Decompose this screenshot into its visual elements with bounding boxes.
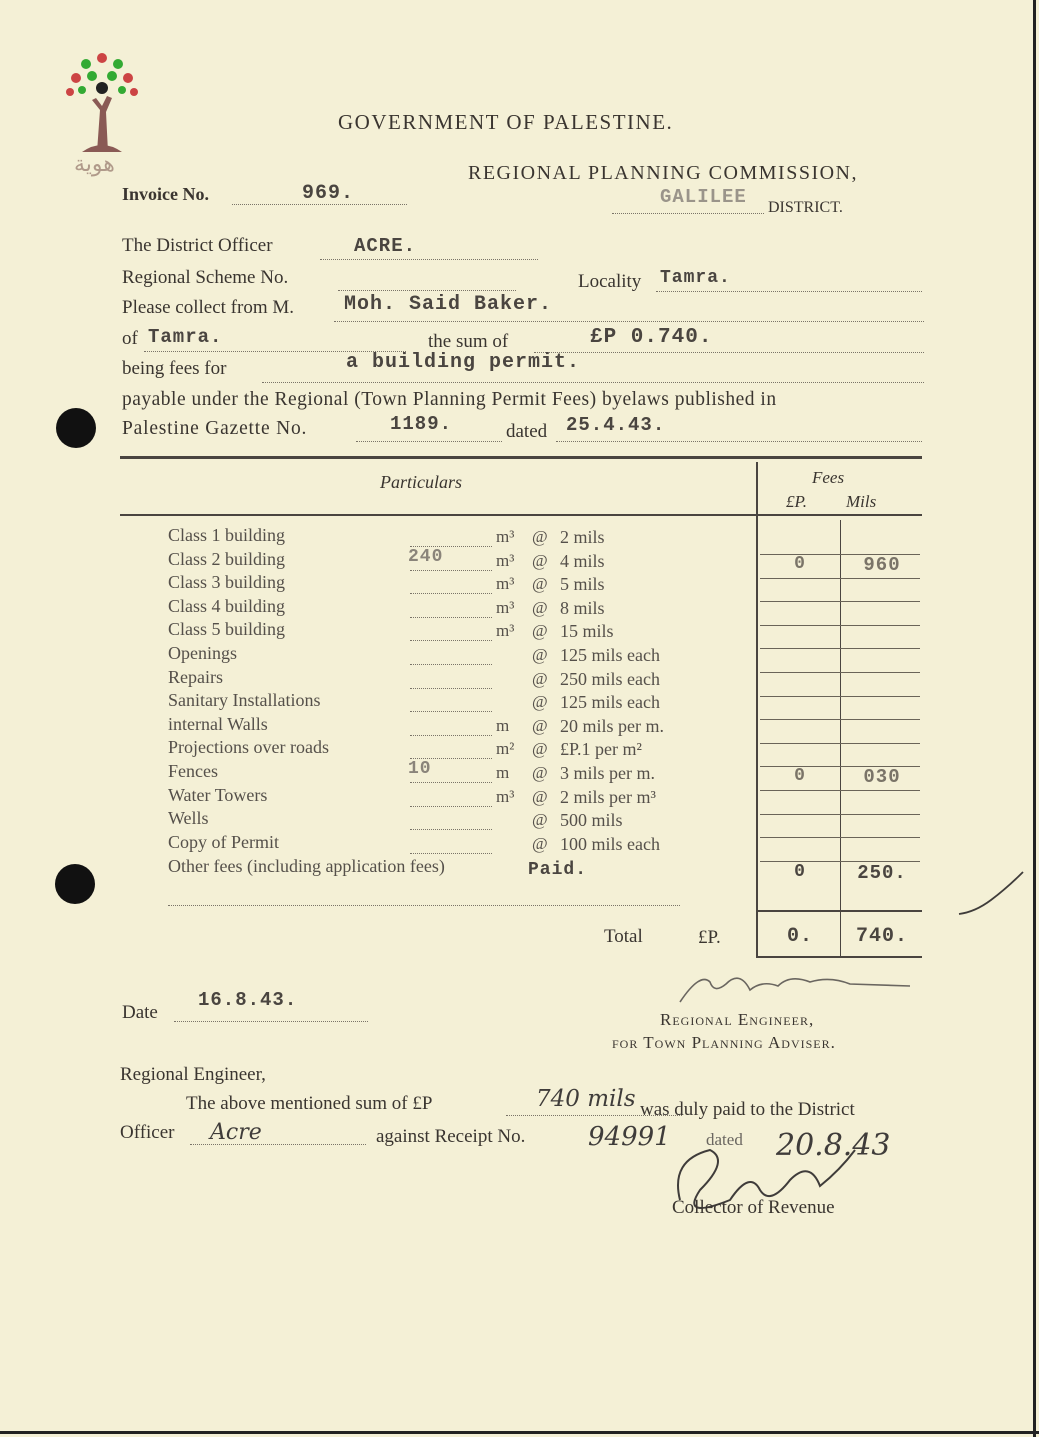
government-heading: GOVERNMENT OF PALESTINE. (338, 110, 674, 134)
total-lp: 0. (786, 925, 813, 948)
other-fees-dots (168, 904, 680, 906)
fee-row-rule (760, 790, 920, 791)
fee-row-rule (760, 648, 920, 649)
of-label: of (122, 328, 138, 349)
row-label: internal Walls (168, 714, 268, 734)
row-rate: 500 mils (560, 810, 623, 830)
row-label: Wells (168, 808, 209, 828)
row-at-sign: @ (532, 739, 548, 758)
row-label: Class 2 building (168, 549, 286, 569)
row-unit: m³ (496, 551, 515, 570)
scheme-label: Regional Scheme No. (122, 267, 289, 288)
row-rate: 4 mils (560, 551, 605, 571)
row-quantity-dots (410, 852, 492, 854)
engineer-signature (670, 962, 920, 1012)
row-quantity: 10 (408, 759, 432, 779)
row-label: Class 4 building (168, 596, 286, 616)
row-at-sign: @ (532, 834, 548, 853)
fees-for-label: being fees for (122, 358, 227, 379)
commission-heading: REGIONAL PLANNING COMMISSION, (468, 162, 858, 184)
row-quantity-dots (410, 687, 492, 689)
fees-header: Fees (812, 468, 845, 487)
total-currency: £P. (698, 927, 721, 948)
row-unit: m³ (496, 598, 515, 617)
check-mark-icon (955, 868, 1027, 920)
logo-arabic-text: هوية (74, 152, 115, 177)
regional-engineer-title: Regional Engineer, (660, 1010, 815, 1029)
receipt-number-label: against Receipt No. (376, 1126, 526, 1147)
collect-from-value: Moh. Said Baker. (344, 293, 553, 316)
row-rate: 2 mils per m³ (560, 787, 656, 807)
other-fees-lp: 0 (794, 862, 806, 882)
punch-hole-top (56, 408, 96, 448)
date-dots (174, 1020, 368, 1022)
row-rate: 125 mils each (560, 692, 660, 712)
gazette-label: Palestine Gazette No. (122, 418, 308, 439)
row-unit: m³ (496, 621, 515, 640)
row-label: Repairs (168, 667, 223, 687)
table-top-rule (120, 456, 922, 459)
receipt-line-end: was duly paid to the District (640, 1099, 855, 1120)
row-quantity-dots (410, 805, 492, 807)
total-label: Total (604, 926, 643, 947)
gazette-no-dots (356, 440, 502, 442)
byelaws-text: payable under the Regional (Town Planning Permit Fees) byelaws published in (122, 389, 777, 410)
receipt-number-handwritten: 94991 (588, 1122, 671, 1152)
row-rate: 2 mils (560, 527, 605, 547)
row-label: Class 5 building (168, 619, 286, 639)
row-label: Class 3 building (168, 572, 286, 592)
fees-inner-divider (840, 520, 841, 958)
district-dots (612, 212, 764, 214)
row-fee-mils: 030 (863, 766, 901, 788)
row-at-sign: @ (532, 645, 548, 664)
receipt-line-start: The above mentioned sum of £P (186, 1093, 433, 1114)
collect-from-dots (334, 320, 924, 322)
row-at-sign: @ (532, 527, 548, 546)
receipt-officer-label: Officer (120, 1122, 175, 1143)
row-quantity: 240 (408, 547, 444, 567)
row-rate: 15 mils (560, 621, 614, 641)
row-label: Water Towers (168, 785, 268, 805)
district-value: GALILEE (660, 186, 747, 208)
fee-row-rule (760, 743, 920, 744)
row-at-sign: @ (532, 716, 548, 735)
fee-row-rule (760, 601, 920, 602)
scan-border-right (1033, 0, 1036, 1437)
row-rate: 125 mils each (560, 645, 660, 665)
invoice-number: 969. (302, 182, 355, 205)
row-at-sign: @ (532, 692, 548, 711)
row-quantity-dots (410, 616, 492, 618)
fee-row-rule (760, 814, 920, 815)
fee-row-rule (760, 719, 920, 720)
receipt-dated-label: dated (706, 1130, 743, 1149)
row-quantity-dots (410, 592, 492, 594)
district-officer-label: The District Officer (122, 235, 273, 256)
fee-row-rule (760, 837, 920, 838)
fee-row-rule (760, 696, 920, 697)
gazette-dated-value: 25.4.43. (566, 414, 666, 436)
particulars-header: Particulars (380, 472, 463, 492)
punch-hole-bottom (55, 864, 95, 904)
row-unit: m³ (496, 527, 515, 546)
receipt-amount-handwritten: 740 mils (536, 1086, 636, 1112)
row-at-sign: @ (532, 669, 548, 688)
row-at-sign: @ (532, 574, 548, 593)
receipt-officer-handwritten: Acre (210, 1120, 262, 1145)
district-label: DISTRICT. (768, 199, 843, 216)
receipt-dated-handwritten: 20.8.43 (776, 1128, 891, 1163)
mils-header: Mils (846, 492, 877, 511)
scheme-dots (338, 289, 516, 291)
receipt-addressee: Regional Engineer, (120, 1064, 266, 1085)
row-quantity-dots (410, 663, 492, 665)
row-quantity-dots (410, 639, 492, 641)
total-mils: 740. (855, 925, 908, 948)
row-quantity-dots (410, 569, 492, 571)
row-label: Class 1 building (168, 525, 286, 545)
row-unit: m² (496, 739, 515, 758)
invoice-label: Invoice No. (122, 184, 209, 204)
collect-from-label: Please collect from M. (122, 297, 295, 318)
row-rate: 5 mils (560, 574, 605, 594)
row-fee-lp: 0 (794, 766, 806, 786)
row-label: Fences (168, 761, 218, 781)
sum-label: the sum of (428, 331, 509, 352)
row-rate: £P.1 per m² (560, 739, 642, 759)
row-at-sign: @ (532, 551, 548, 570)
fee-row-rule (760, 672, 920, 673)
row-label: Sanitary Installations (168, 690, 321, 710)
table-header-rule (120, 514, 922, 516)
row-fee-mils: 960 (863, 554, 901, 576)
row-at-sign: @ (532, 598, 548, 617)
row-rate: 3 mils per m. (560, 763, 655, 783)
of-value: Tamra. (148, 326, 223, 348)
row-fee-lp: 0 (794, 554, 806, 574)
other-fees-value: Paid. (528, 860, 588, 880)
row-at-sign: @ (532, 763, 548, 782)
row-rate: 100 mils each (560, 834, 660, 854)
row-label: Projections over roads (168, 737, 329, 757)
fees-for-value: a building permit. (346, 351, 581, 374)
district-officer-dots (320, 258, 538, 260)
row-quantity-dots (410, 781, 492, 783)
row-quantity-dots (410, 734, 492, 736)
row-label: Openings (168, 643, 237, 663)
row-quantity-dots (410, 828, 492, 830)
row-unit: m (496, 763, 510, 782)
row-rate: 8 mils (560, 598, 605, 618)
total-bottom-rule (758, 956, 922, 958)
locality-value: Tamra. (660, 268, 731, 288)
gazette-dated-dots (556, 440, 922, 442)
row-rate: 250 mils each (560, 669, 660, 689)
fees-for-dots (262, 381, 924, 383)
row-quantity-dots (410, 710, 492, 712)
row-rate: 20 mils per m. (560, 716, 664, 736)
gazette-dated-label: dated (506, 421, 548, 442)
fee-row-rule (760, 578, 920, 579)
sum-dots (534, 351, 924, 353)
date-value: 16.8.43. (198, 989, 298, 1011)
row-at-sign: @ (532, 787, 548, 806)
row-at-sign: @ (532, 810, 548, 829)
locality-dots (656, 290, 922, 292)
district-officer-value: ACRE. (354, 235, 417, 257)
date-label: Date (122, 1002, 158, 1023)
other-fees-mils: 250. (857, 862, 907, 884)
row-at-sign: @ (532, 621, 548, 640)
tree-logo-icon (52, 40, 152, 155)
row-label: Copy of Permit (168, 832, 279, 852)
row-unit: m (496, 716, 510, 735)
fee-row-rule (760, 625, 920, 626)
scan-border-bottom (0, 1431, 1039, 1434)
town-planning-adviser-title: for Town Planning Adviser. (612, 1033, 836, 1052)
total-top-rule (758, 910, 922, 912)
lp-header: £P. (786, 492, 807, 511)
fees-column-divider (756, 462, 758, 958)
gazette-no: 1189. (390, 413, 453, 435)
row-unit: m³ (496, 787, 515, 806)
locality-label: Locality (578, 271, 642, 292)
row-unit: m³ (496, 574, 515, 593)
sum-value: £P 0.740. (590, 326, 713, 349)
collector-of-revenue-title: Collector of Revenue (672, 1197, 835, 1218)
other-fees-label: Other fees (including application fees) (168, 856, 445, 876)
